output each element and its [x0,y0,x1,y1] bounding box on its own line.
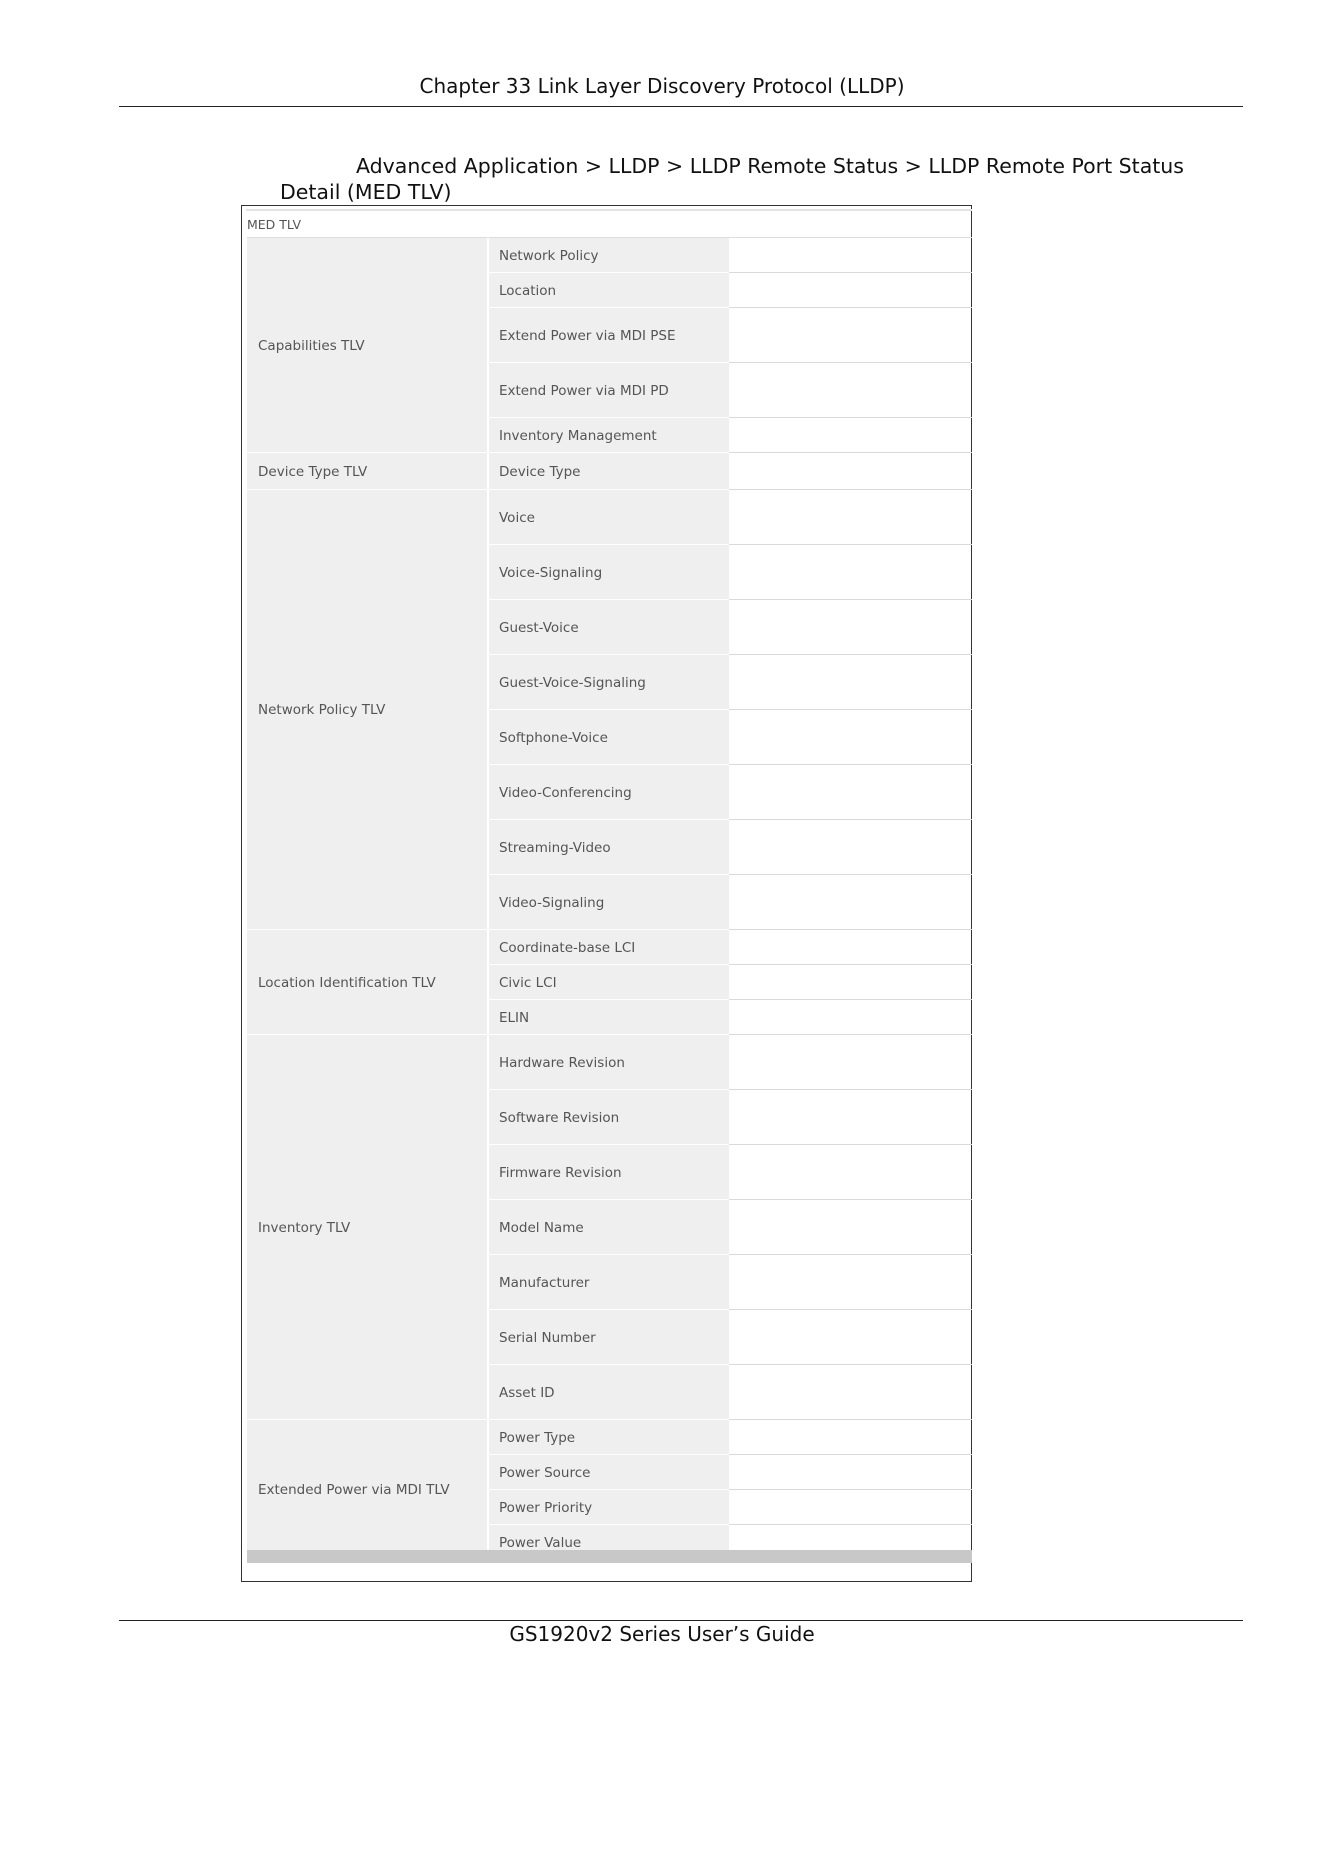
field-label: Guest-Voice-Signaling [499,674,646,691]
field-label: Firmware Revision [499,1164,622,1181]
value-row-rule [729,764,972,765]
field-label: Guest-Voice [499,619,579,636]
section-label: Capabilities TLV [258,337,365,354]
section-label: Device Type TLV [258,463,368,480]
guide-title: GS1920v2 Series User’s Guide [509,1622,815,1646]
field-label: Software Revision [499,1109,620,1126]
value-row-rule [729,1254,972,1255]
field-label: Voice [499,509,535,526]
value-row-rule [729,874,972,875]
panel-title: MED TLV [247,217,302,232]
value-row-rule [729,1309,972,1310]
field-label: Power Priority [499,1499,593,1516]
value-row-rule [729,452,972,453]
field-label: Softphone-Voice [499,729,608,746]
value-row-rule [729,1524,972,1525]
value-row-rule [729,1034,972,1035]
field-label: Power Source [499,1464,591,1481]
value-row-rule [729,999,972,1000]
value-row-rule [729,544,972,545]
figure-caption: Advanced Application > LLDP > LLDP Remote Status > LLDP Remote Port Status Detail (MED TLV) [280,154,1184,204]
field-label: Streaming-Video [499,839,611,856]
value-row-rule [729,964,972,965]
field-label: Coordinate-base LCI [499,939,636,956]
header-rule [119,106,1243,107]
value-row-rule [729,272,972,273]
value-row-rule [729,1489,972,1490]
field-label: Extend Power via MDI PD [499,382,669,399]
value-row-rule [729,307,972,308]
field-label: Serial Number [499,1329,596,1346]
value-row-rule [729,489,972,490]
value-row-rule [729,819,972,820]
field-label: Extend Power via MDI PSE [499,327,676,344]
value-row-rule [729,362,972,363]
field-label: Inventory Management [499,427,657,444]
value-row-rule [729,1089,972,1090]
value-row-rule [729,929,972,930]
value-row-rule [729,1199,972,1200]
field-label: Hardware Revision [499,1054,625,1071]
value-row-rule [729,1364,972,1365]
value-row-rule [729,709,972,710]
section-label: Inventory TLV [258,1219,351,1236]
section-label: Location Identification TLV [258,974,436,991]
field-label: Voice-Signaling [499,564,603,581]
panel-footer-bar [247,1550,972,1563]
footer-rule [119,1620,1243,1621]
field-label: Manufacturer [499,1274,590,1291]
field-label: Network Policy [499,247,599,264]
section-label: Network Policy TLV [258,702,386,718]
field-label: Model Name [499,1219,584,1236]
field-label: ELIN [499,1009,530,1026]
field-label: Location [499,282,557,299]
value-row-rule [729,417,972,418]
value-row-rule [729,599,972,600]
field-label: Asset ID [499,1384,555,1401]
panel-top-bar [246,209,972,211]
chapter-title: Chapter 33 Link Layer Discovery Protocol (LLDP) [419,74,905,98]
section-label: Extended Power via MDI TLV [258,1482,450,1498]
field-label: Civic LCI [499,974,557,991]
value-row-rule [729,1419,972,1420]
field-label: Video-Signaling [499,894,605,911]
field-label: Video-Conferencing [499,784,632,801]
field-label: Power Type [499,1429,576,1446]
value-row-rule [729,1144,972,1145]
value-row-rule [729,1454,972,1455]
field-label: Device Type [499,463,581,480]
field-label: Power Value [499,1534,582,1551]
value-row-rule [729,654,972,655]
